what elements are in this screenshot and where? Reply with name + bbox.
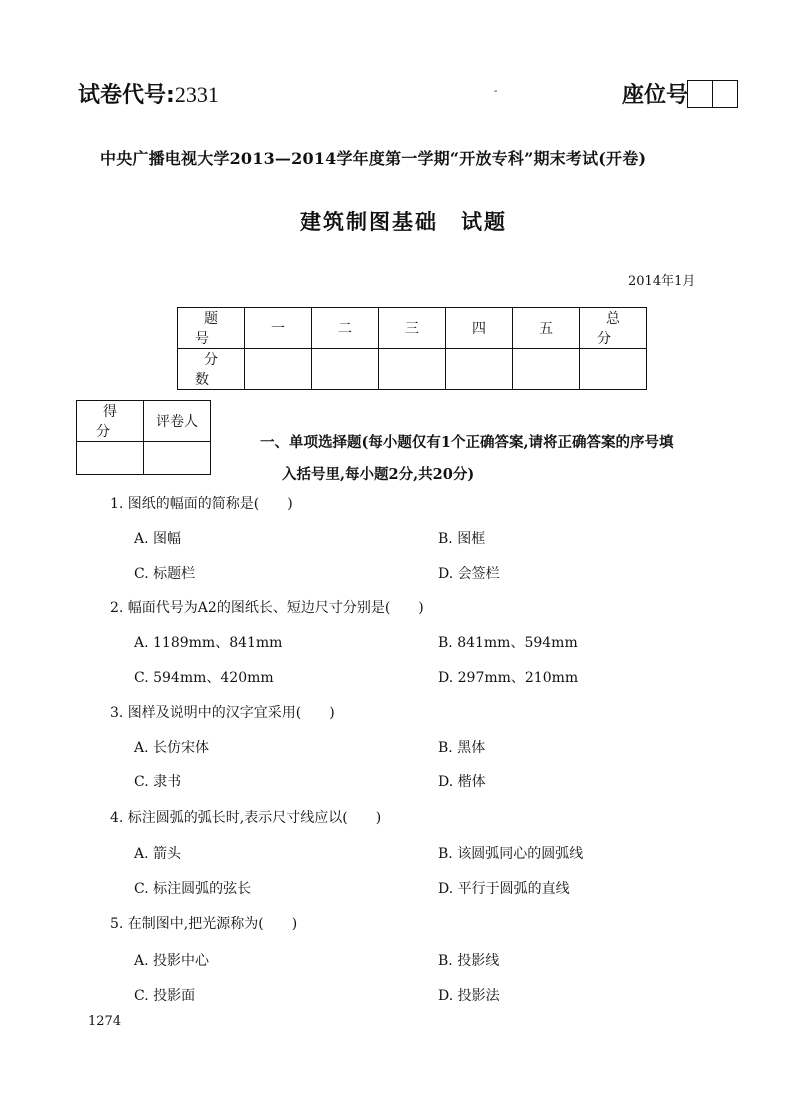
question-2-option-a[interactable]: A. 1189mm、841mm bbox=[134, 635, 283, 651]
score-table-value-row bbox=[178, 349, 647, 390]
question-3-option-b[interactable]: B. 黑体 bbox=[438, 740, 486, 756]
score-input-3[interactable] bbox=[379, 349, 446, 390]
page-number: 1274 bbox=[88, 1014, 122, 1029]
exam-code-label: 试卷代号: bbox=[78, 83, 175, 108]
seat-label: 座位号 bbox=[622, 83, 689, 108]
grader-score-label: 得分 bbox=[77, 401, 144, 442]
exam-code bbox=[78, 78, 219, 109]
stray-mark: - bbox=[494, 86, 498, 97]
exam-code-value: 2331 bbox=[174, 82, 219, 107]
question-5-option-a[interactable]: A. 投影中心 bbox=[134, 953, 210, 969]
question-5-stem: 5. 在制图中,把光源称为( ) bbox=[110, 916, 298, 932]
question-2-option-b[interactable]: B. 841mm、594mm bbox=[438, 635, 578, 651]
score-input-1[interactable] bbox=[245, 349, 312, 390]
grader-table bbox=[76, 400, 211, 475]
question-3-option-a[interactable]: A. 长仿宋体 bbox=[134, 740, 210, 756]
exam-subtitle: 中央广播电视大学2013—2014学年度第一学期“开放专科”期末考试(开卷) bbox=[100, 149, 647, 168]
score-cell-total: 总分 bbox=[580, 308, 647, 349]
question-1-option-c[interactable]: C. 标题栏 bbox=[134, 566, 196, 582]
score-cell-1: 一 bbox=[245, 308, 312, 349]
section-heading-line2: 入括号里,每小题2分,共20分) bbox=[282, 466, 475, 483]
grader-header-row bbox=[77, 401, 211, 442]
seat-box-1[interactable] bbox=[687, 80, 713, 108]
grader-name-input[interactable] bbox=[144, 442, 211, 475]
question-5-option-b[interactable]: B. 投影线 bbox=[438, 953, 500, 969]
score-cell-2: 二 bbox=[312, 308, 379, 349]
score-table-header-row bbox=[178, 308, 647, 349]
question-5-option-d[interactable]: D. 投影法 bbox=[438, 988, 500, 1004]
section-heading bbox=[260, 427, 760, 491]
question-1-stem: 1. 图纸的幅面的简称是( ) bbox=[110, 496, 293, 512]
question-4-stem: 4. 标注圆弧的弧长时,表示尺寸线应以( ) bbox=[110, 810, 382, 826]
section-heading-line1: 一、单项选择题(每小题仅有1个正确答案,请将正确答案的序号填 bbox=[260, 434, 674, 451]
grader-name-label: 评卷人 bbox=[144, 401, 211, 442]
seat-number bbox=[622, 78, 738, 109]
question-4-option-a[interactable]: A. 箭头 bbox=[134, 846, 182, 862]
score-row-label: 分数 bbox=[178, 349, 245, 390]
score-cell-4: 四 bbox=[446, 308, 513, 349]
question-2-option-d[interactable]: D. 297mm、210mm bbox=[438, 670, 579, 686]
question-1-option-a[interactable]: A. 图幅 bbox=[134, 531, 182, 547]
question-4-option-b[interactable]: B. 该圆弧同心的圆弧线 bbox=[438, 846, 584, 862]
score-cell-label: 题号 bbox=[178, 308, 245, 349]
question-3-option-c[interactable]: C. 隶书 bbox=[134, 774, 182, 790]
score-table bbox=[177, 307, 647, 390]
score-input-total[interactable] bbox=[580, 349, 647, 390]
exam-date: 2014年1月 bbox=[628, 274, 696, 289]
question-5-option-c[interactable]: C. 投影面 bbox=[134, 988, 196, 1004]
question-1-option-d[interactable]: D. 会签栏 bbox=[438, 566, 500, 582]
score-cell-5: 五 bbox=[513, 308, 580, 349]
question-1-option-b[interactable]: B. 图框 bbox=[438, 531, 486, 547]
score-input-4[interactable] bbox=[446, 349, 513, 390]
score-input-2[interactable] bbox=[312, 349, 379, 390]
exam-title: 建筑制图基础 试题 bbox=[300, 210, 507, 234]
question-3-stem: 3. 图样及说明中的汉字宜采用( ) bbox=[110, 705, 335, 721]
question-4-option-c[interactable]: C. 标注圆弧的弦长 bbox=[134, 881, 252, 897]
question-2-stem: 2. 幅面代号为A2的图纸长、短边尺寸分别是( ) bbox=[110, 600, 424, 616]
grader-score-input[interactable] bbox=[77, 442, 144, 475]
score-input-5[interactable] bbox=[513, 349, 580, 390]
score-cell-3: 三 bbox=[379, 308, 446, 349]
question-2-option-c[interactable]: C. 594mm、420mm bbox=[134, 670, 274, 686]
seat-box-2[interactable] bbox=[712, 80, 738, 108]
grader-value-row bbox=[77, 442, 211, 475]
question-3-option-d[interactable]: D. 楷体 bbox=[438, 774, 486, 790]
question-4-option-d[interactable]: D. 平行于圆弧的直线 bbox=[438, 881, 570, 897]
